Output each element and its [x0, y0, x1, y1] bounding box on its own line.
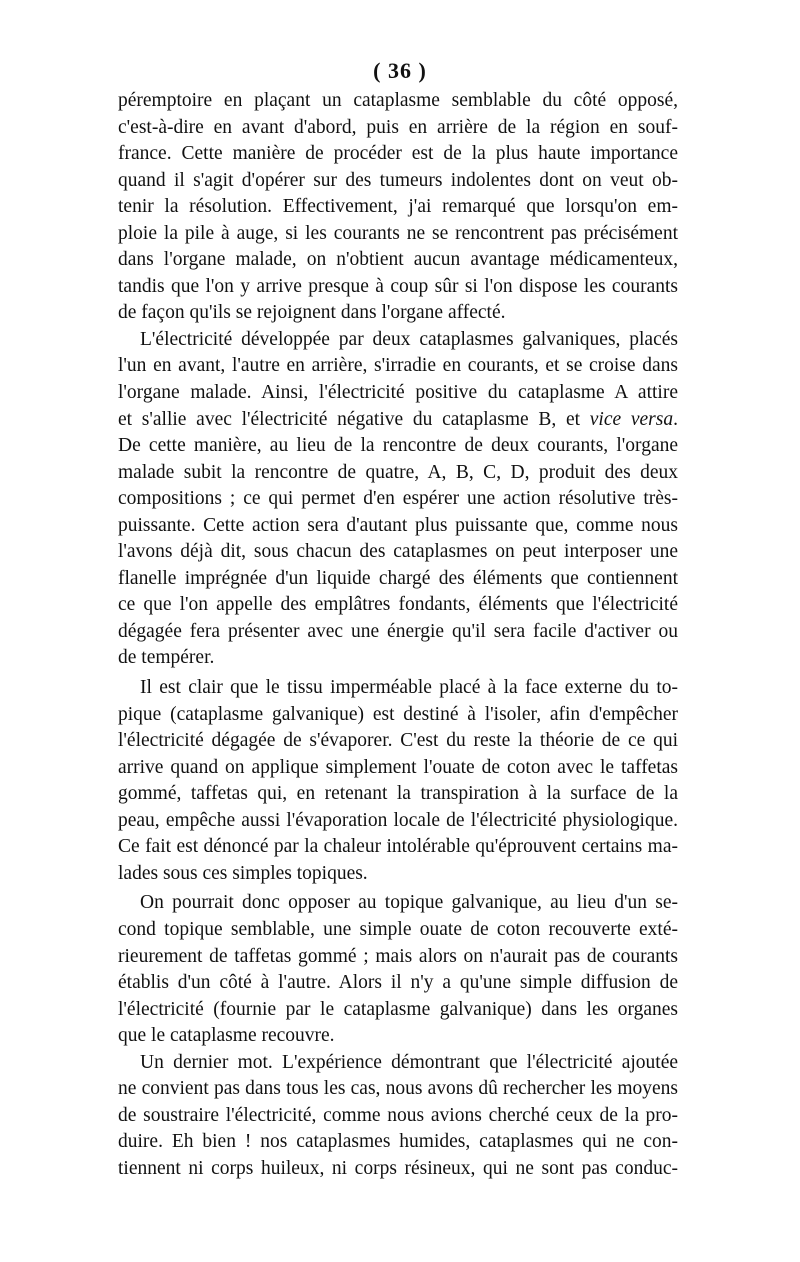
- text-line: de façon qu'ils se rejoignent dans l'organe affecté.: [118, 302, 506, 324]
- text-line: ce que l'on appelle des emplâtres fondants, éléments que l'électricité: [118, 594, 678, 616]
- text-line: Il est clair que le tissu imperméable placé à la face externe du to-: [140, 677, 678, 699]
- text-line: puissante. Cette action sera d'autant plus puissante que, comme nous: [118, 514, 678, 536]
- text-line: l'organe malade. Ainsi, l'électricité positive du cataplasme A attire: [118, 382, 678, 404]
- text-line: l'avons déjà dit, sous chacun des cataplasmes on peut interposer une: [118, 541, 678, 563]
- text-line: quand il s'agit d'opérer sur des tumeurs indolentes dont on veut ob-: [118, 169, 678, 191]
- text-line: pique (cataplasme galvanique) est destiné à l'isoler, afin d'empêcher: [118, 703, 678, 725]
- text-line: dans l'organe malade, on n'obtient aucun avantage médicamenteux,: [118, 249, 678, 271]
- text-line: dégagée fera présenter avec une énergie qu'il sera facile d'activer ou: [118, 620, 678, 642]
- text-line: de soustraire l'électricité, comme nous avions cherché ceux de la pro-: [118, 1104, 678, 1126]
- text-line: peau, empêche aussi l'évaporation locale de l'électricité physiologique.: [118, 809, 678, 831]
- text-line: l'électricité (fournie par le cataplasme galvanique) dans les organes: [118, 998, 678, 1020]
- text-line: l'électricité dégagée de s'évaporer. C'est du reste la théorie de ce qui: [118, 730, 678, 752]
- text-line: que le cataplasme recouvre.: [118, 1025, 335, 1047]
- text-line: On pourrait donc opposer au topique galvanique, au lieu d'un se-: [140, 892, 678, 914]
- text-line: de tempérer.: [118, 647, 215, 669]
- text-line: flanelle imprégnée d'un liquide chargé des éléments que contiennent: [118, 567, 678, 589]
- page-number: ( 36 ): [373, 58, 427, 83]
- text-line: tandis que l'on y arrive presque à coup sûr si l'on dispose les courants: [118, 275, 678, 297]
- text-line: c'est-à-dire en avant d'abord, puis en arrière de la région en souf-: [118, 116, 678, 138]
- text-line: cond topique semblable, une simple ouate de coton recouverte exté-: [118, 918, 678, 940]
- emphasis: vice versa: [589, 408, 674, 430]
- text-line: Un dernier mot. L'expérience démontrant que l'électricité ajoutée: [140, 1051, 678, 1073]
- text-line: De cette manière, au lieu de la rencontre de deux courants, l'organe: [118, 435, 678, 457]
- text-line: france. Cette manière de procéder est de la plus haute importance: [118, 143, 678, 165]
- text-line: l'un en avant, l'autre en arrière, s'irradie en courants, et se croise dans: [118, 355, 678, 377]
- text-line: malade subit la rencontre de quatre, A, B, C, D, produit des deux: [118, 461, 678, 483]
- text-line: Ce fait est dénoncé par la chaleur intolérable qu'éprouvent certains ma-: [118, 836, 678, 858]
- text-line: ploie la pile à auge, si les courants ne se rencontrent pas précisément: [118, 222, 678, 244]
- text-line: lades sous ces simples topiques.: [118, 862, 368, 884]
- text-line: rieurement de taffetas gommé ; mais alors on n'aurait pas de courants: [118, 945, 678, 967]
- text-line: arrive quand on applique simplement l'ouate de coton avec le taffetas: [118, 756, 678, 778]
- text-line: tiennent ni corps huileux, ni corps résineux, qui ne sont pas conduc-: [118, 1157, 678, 1179]
- text-line: établis d'un côté à l'autre. Alors il n'y a qu'une simple diffusion de: [118, 972, 678, 994]
- text-line: et s'allie avec l'électricité négative du cataplasme B, et vice versa.: [118, 408, 678, 430]
- text-line: compositions ; ce qui permet d'en espérer une action résolutive très-: [118, 488, 678, 510]
- text-line: duire. Eh bien ! nos cataplasmes humides, cataplasmes qui ne con-: [118, 1131, 678, 1153]
- body-text: [118, 88, 678, 1182]
- text-line: L'électricité développée par deux cataplasmes galvaniques, placés: [140, 328, 678, 350]
- text-line: gommé, taffetas qui, en retenant la transpiration à la surface de la: [118, 783, 678, 805]
- text-line: péremptoire en plaçant un cataplasme semblable du côté opposé,: [118, 90, 678, 111]
- text-line: tenir la résolution. Effectivement, j'ai remarqué que lorsqu'on em-: [118, 196, 678, 218]
- text-line: ne convient pas dans tous les cas, nous avons dû rechercher les moyens: [118, 1078, 678, 1100]
